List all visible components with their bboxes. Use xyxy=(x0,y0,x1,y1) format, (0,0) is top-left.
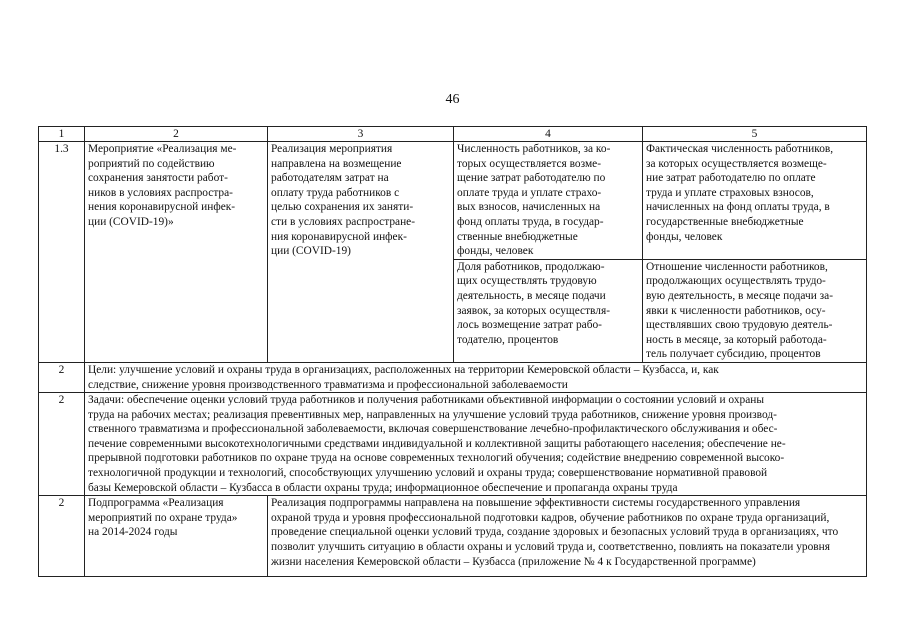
indicator-method-2: Отношение численности работников, продолжающих осуществлять трудо- вую деятельность, в месяце подачи за- явки к численности работников, осу- ществлявших свою трудовую деятель- ность в месяце, за который работода- тель получает субсидию, процентов xyxy=(643,259,867,362)
header-col-3: 3 xyxy=(268,127,454,142)
header-col-2: 2 xyxy=(85,127,268,142)
subprogram-description: Реализация подпрограммы направлена на повышение эффективности системы государственного управления охраной труда и уровня профессиональной подготовки кадров, обучение работников по охране труда организаций, проведение специальной оценки условий труда, создание здоровых и безопасных условий труда в организациях, что позволит улучшить ситуацию в области охраны и условий труда и, соответственно, повлиять на показатели уровня жизни населения Кемеровской области – Кузбасса (приложение № 4 к Государственной программе) xyxy=(268,496,867,577)
table-row-1-3 xyxy=(39,142,867,260)
row-number: 2 xyxy=(39,496,85,577)
measure-name: Мероприятие «Реализация ме- роприятий по содействию сохранения занятости работ- ников в условиях распростра- нения коронавирусной инфек- ции (COVID-19)» xyxy=(85,142,268,363)
indicator-name-2: Доля работников, продолжаю- щих осуществлять трудовую деятельность, в месяце подачи заявок, за которых осуществля- лось возмещение затрат рабо- тодателю, процентов xyxy=(454,259,643,362)
header-col-4: 4 xyxy=(454,127,643,142)
table-row-goals xyxy=(39,362,867,392)
header-col-5: 5 xyxy=(643,127,867,142)
table-row-subprogram xyxy=(39,496,867,577)
goals-text: Цели: улучшение условий и охраны труда в организациях, расположенных на территории Кемеровской области – Кузбасса, и, как следствие, снижение уровня производственного травматизма и профессиональной заболеваемости xyxy=(85,362,867,392)
header-col-1: 1 xyxy=(39,127,85,142)
page-number: 46 xyxy=(445,92,460,107)
indicator-method-1: Фактическая численность работников, за которых осуществляется возмеще- ние затрат работодателю по оплате труда и уплате страховых взносов, начисленных на фонд оплаты труда, в государственные внебюджетные фонды, человек xyxy=(643,142,867,260)
table-row-tasks xyxy=(39,393,867,496)
subprogram-name: Подпрограмма «Реализация мероприятий по охране труда» на 2014-2024 годы xyxy=(85,496,268,577)
indicator-name-1: Численность работников, за ко- торых осуществляется возме- щение затрат работодателю по оплате труда и уплате страхо- вых взносов, начисленных на фонд оплаты труда, в государ- ственные внебюджетные фонды, человек xyxy=(454,142,643,260)
program-table xyxy=(38,126,867,577)
table-header-row xyxy=(39,127,867,142)
row-number: 2 xyxy=(39,393,85,496)
row-number: 1.3 xyxy=(39,142,85,363)
tasks-text: Задачи: обеспечение оценки условий труда работников и получения работниками объективной информации о состоянии условий и охраны труда на рабочих местах; реализация превентивных мер, направленных на улучшение условий труда работников, снижение уровня производ- ственного травматизма и профессиональной заболеваемости, включая совершенствование лечебно-профилактического обслуживания и обес- печение современными высокотехнологичными средствами индивидуальной и коллективной защиты работающего населения; обеспечение не- прерывной подготовки работников по охране труда на основе современных технологий обучения; содействие внедрению современной высоко- технологичной продукции и технологий, способствующих улучшению условий и охраны труда; совершенствование нормативной правовой базы Кемеровской области – Кузбасса в области охраны труда; информационное обеспечение и пропаганда охраны труда xyxy=(85,393,867,496)
measure-description: Реализация мероприятия направлена на возмещение работодателям затрат на оплату труда работников с целью сохранения их заняти- сти в условиях распростране- ния коронавирусной инфек- ции (COVID-19) xyxy=(268,142,454,363)
row-number: 2 xyxy=(39,362,85,392)
